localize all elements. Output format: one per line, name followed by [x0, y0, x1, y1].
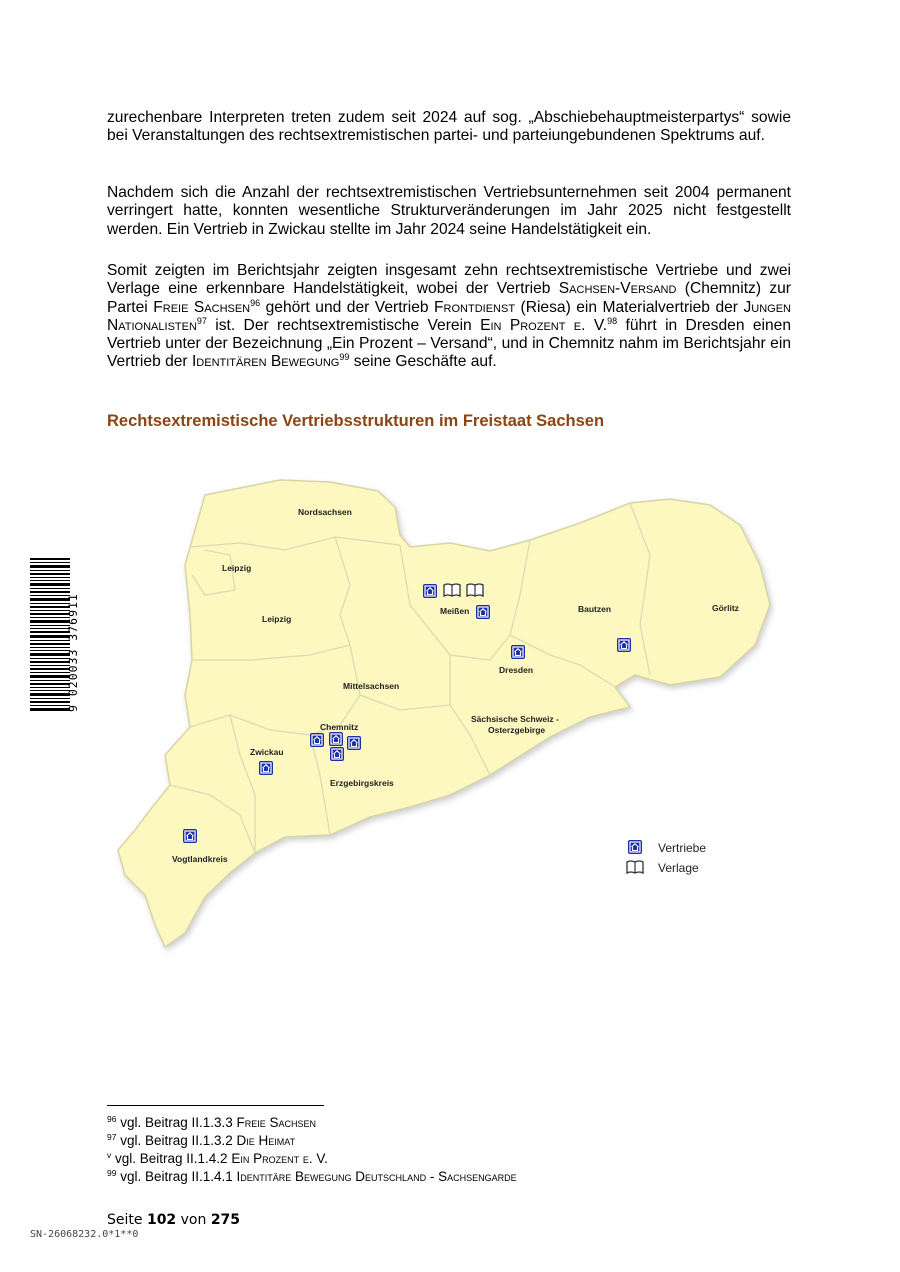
- paragraph-3: [107, 262, 791, 372]
- footnote-ref-99[interactable]: 99: [339, 352, 350, 363]
- org-freie-sachsen: Freie Sachsen: [153, 298, 251, 316]
- label-nordsachsen: Nordsachsen: [298, 507, 352, 517]
- footnote-97: [107, 1132, 517, 1150]
- label-erzgebirgskreis: Erzgebirgskreis: [330, 778, 394, 788]
- label-goerlitz: Görlitz: [712, 603, 739, 613]
- page-prefix: Seite: [107, 1212, 147, 1228]
- footnote-99: [107, 1168, 517, 1186]
- label-saechsische-schweiz-1: Sächsische Schweiz -: [471, 714, 559, 724]
- paragraph-2: [107, 184, 791, 239]
- shop-icon: [330, 747, 344, 761]
- text-segment: ist. Der rechtsextremistische Verein: [206, 316, 481, 334]
- book-icon: [467, 584, 483, 596]
- label-chemnitz: Chemnitz: [320, 722, 359, 732]
- page-middle: von: [176, 1212, 211, 1228]
- text-segment: gehört und der Vertrieb: [260, 298, 435, 316]
- paragraph-1: [107, 109, 791, 146]
- text-segment: seine Geschäfte auf.: [349, 353, 497, 371]
- footnote-number: v: [107, 1150, 112, 1160]
- map-legend: [627, 840, 706, 875]
- footnote-number: 97: [107, 1132, 117, 1142]
- shop-icon: [347, 736, 361, 750]
- page-number: [107, 1212, 240, 1228]
- label-mittelsachsen: Mittelsachsen: [343, 681, 400, 691]
- org-jungen-nationalisten: Jungen Nationalisten: [107, 298, 791, 334]
- book-icon: [444, 584, 460, 596]
- saxony-outline: [118, 480, 770, 947]
- footnote-org: Identitäre Bewegung Deutschland - Sachsengarde: [236, 1169, 517, 1184]
- footnote-number: 99: [107, 1168, 117, 1178]
- footnote-96: [107, 1114, 517, 1132]
- footnote-text: vgl. Beitrag II.1.4.1: [116, 1169, 237, 1184]
- label-saechsische-schweiz-2: Osterzgebirge: [488, 725, 546, 735]
- footnote-divider: [107, 1105, 324, 1106]
- shop-icon: [310, 733, 324, 747]
- shop-icon: [423, 584, 437, 598]
- text-segment: führt in Dresden einen Vertrieb unter der Bezeichnung „Ein Prozent – Versand“, und in Chemnitz nahm im Berichtsjahr ein Vertrieb der: [107, 316, 791, 371]
- label-vogtlandkreis: Vogtlandkreis: [172, 854, 228, 864]
- text-segment: Somit zeigten im Berichtsjahr zeigten insgesamt zehn rechtsextremistische Vertriebe und zwei Verlage eine erkennbare Handelstätigkeit, wobei der Vertrieb: [107, 262, 791, 298]
- label-meissen: Meißen: [440, 606, 470, 616]
- shop-icon: [628, 840, 642, 854]
- footnote-text: vgl. Beitrag II.1.3.2: [116, 1133, 237, 1148]
- footnote-ref-97[interactable]: 97: [196, 315, 207, 326]
- label-leipzig: Leipzig: [262, 614, 292, 624]
- footnote-number: 96: [107, 1114, 117, 1124]
- shop-icon: [329, 732, 343, 746]
- org-ein-prozent: Ein Prozent e. V.: [480, 316, 608, 334]
- text-segment: (Riesa) ein Materialvertrieb der: [515, 298, 744, 316]
- label-leipzig-stadt: Leipzig: [222, 563, 252, 573]
- footnote-text: vgl. Beitrag II.1.4.2: [111, 1151, 232, 1166]
- shop-icon: [183, 829, 197, 843]
- label-bautzen: Bautzen: [578, 604, 612, 614]
- text-segment: (Chemnitz) zur Partei: [107, 280, 791, 316]
- shop-icon: [259, 761, 273, 775]
- barcode-number: 9 020033 376911: [66, 593, 80, 712]
- label-zwickau: Zwickau: [250, 747, 284, 757]
- footnotes: [107, 1114, 517, 1186]
- page-total: 275: [210, 1212, 241, 1228]
- page-current: 102: [146, 1212, 177, 1228]
- footnote-text: vgl. Beitrag II.1.3.3: [116, 1115, 237, 1130]
- saxony-map: [110, 455, 790, 965]
- footnote-98: [107, 1150, 517, 1168]
- footnote-org: Ein Prozent e. V.: [231, 1151, 328, 1166]
- paragraph-1-text: zurechenbare Interpreten treten zudem seit 2024 auf sog. „Abschiebehauptmeisterpartys“ sowie bei Veranstaltungen des rechtsextremistischen partei- und parteiungebundenen Spektrums auf.: [107, 109, 791, 145]
- org-identitaere-bewegung: Identitären Bewegung: [191, 353, 340, 371]
- book-icon: [627, 861, 643, 873]
- barcode: [30, 558, 70, 713]
- paragraph-2-text: Nachdem sich die Anzahl der rechtsextremistischen Vertriebsunternehmen seit 2004 permanent verringert hatte, konnten wesentliche Strukturveränderungen im Jahr 2025 nicht festgestellt werden. Ein Vertrieb in Zwickau stellte im Jahr 2024 seine Handelstätigkeit ein.: [107, 184, 791, 238]
- footnote-org: Die Heimat: [236, 1133, 296, 1148]
- legend-verlage: Verlage: [658, 861, 699, 875]
- document-id: SN-26068232.0*1**0: [30, 1229, 139, 1240]
- shop-icon: [511, 645, 525, 659]
- label-dresden: Dresden: [499, 665, 534, 675]
- footnote-ref-96[interactable]: 96: [250, 297, 261, 308]
- shop-icon: [617, 638, 631, 652]
- shop-icon: [476, 605, 490, 619]
- footnote-ref-98[interactable]: 98: [607, 315, 618, 326]
- org-sachsen-versand: Sachsen-Versand: [558, 280, 677, 298]
- legend-vertriebe: Vertriebe: [658, 841, 707, 855]
- map-heading: Rechtsextremistische Vertriebsstrukturen im Freistaat Sachsen: [107, 412, 605, 430]
- org-frontdienst: Frontdienst: [434, 298, 516, 316]
- footnote-org: Freie Sachsen: [236, 1115, 317, 1130]
